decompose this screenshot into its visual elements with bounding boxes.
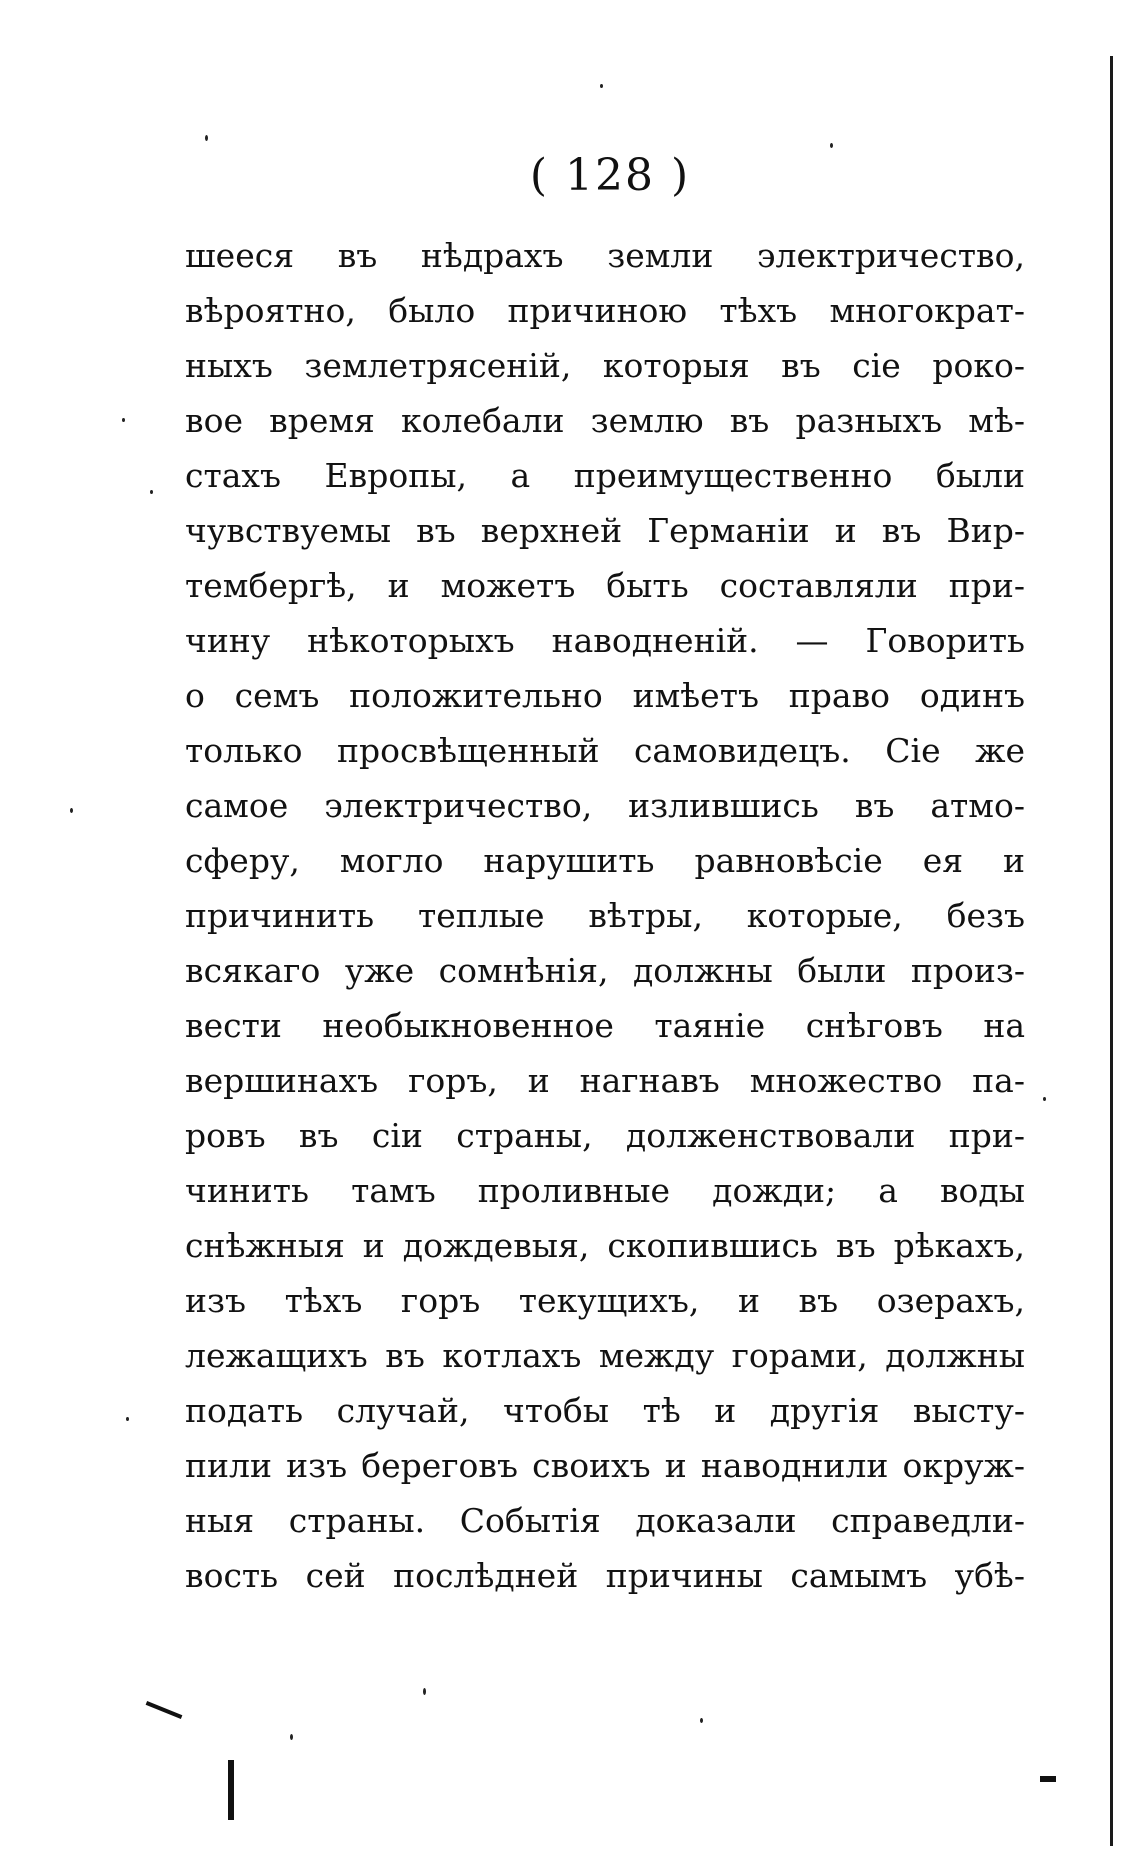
scan-smudge — [228, 1760, 234, 1820]
scan-speck — [700, 1718, 703, 1723]
scan-speck — [205, 135, 208, 141]
text-line: чувствуемы въ верхней Германіи и въ Вир- — [185, 511, 1025, 550]
text-line: самое электричество, излившись въ атмо- — [185, 786, 1025, 825]
text-line: вѣроятно, было причиною тѣхъ многократ- — [185, 291, 1025, 330]
text-line: чинить тамъ проливные дожди; а воды — [185, 1171, 1025, 1210]
text-line: шееся въ нѣдрахъ земли электричество, — [185, 236, 1025, 275]
text-line: ныя страны. Событія доказали справедли- — [185, 1501, 1025, 1540]
text-line: только просвѣщенный самовидецъ. Сіе же — [185, 731, 1025, 770]
scan-speck — [122, 418, 125, 422]
page-number: ( 128 ) — [529, 150, 691, 201]
text-line: вое время колебали землю въ разныхъ мѣ- — [185, 401, 1025, 440]
text-line: ныхъ землетрясеній, которыя въ сіе роко- — [185, 346, 1025, 385]
scan-speck — [1043, 1097, 1046, 1101]
text-line: тембергѣ, и можетъ быть составляли при- — [185, 566, 1025, 605]
text-line: пили изъ береговъ своихъ и наводнили окруж- — [185, 1446, 1025, 1485]
text-line: изъ тѣхъ горъ текущихъ, и въ озерахъ, — [185, 1281, 1025, 1320]
body-text — [185, 228, 1025, 1603]
scan-speck — [600, 84, 603, 88]
text-line: вершинахъ горъ, и нагнавъ множество па- — [185, 1061, 1025, 1100]
text-line: чину нѣкоторыхъ наводненій. — Говорить — [185, 621, 1025, 660]
text-line: вость сей послѣдней причины самымъ убѣ- — [185, 1556, 1025, 1595]
text-line: сферу, могло нарушить равновѣсіе ея и — [185, 841, 1025, 880]
text-line: снѣжныя и дождевыя, скопившись въ рѣкахъ, — [185, 1226, 1025, 1265]
text-line: причинить теплые вѣтры, которые, безъ — [185, 896, 1025, 935]
text-line: подать случай, чтобы тѣ и другія высту- — [185, 1391, 1025, 1430]
page-edge-rule — [1110, 56, 1113, 1846]
text-line: всякаго уже сомнѣнія, должны были произ- — [185, 951, 1025, 990]
text-line: вести необыкновенное таяніе снѣговъ на — [185, 1006, 1025, 1045]
scan-speck — [126, 1417, 129, 1421]
text-line: стахъ Европы, а преимущественно были — [185, 456, 1025, 495]
scan-speck — [290, 1734, 293, 1740]
scan-speck — [830, 143, 833, 148]
text-line: ровъ въ сіи страны, долженствовали при- — [185, 1116, 1025, 1155]
text-line: о семъ положительно имѣетъ право одинъ — [185, 676, 1025, 715]
scan-speck — [70, 808, 73, 813]
scan-speck — [423, 1688, 426, 1695]
scan-smudge — [1040, 1776, 1056, 1782]
scan-speck — [150, 490, 153, 494]
text-line: лежащихъ въ котлахъ между горами, должны — [185, 1336, 1025, 1375]
scan-smudge — [146, 1701, 183, 1719]
